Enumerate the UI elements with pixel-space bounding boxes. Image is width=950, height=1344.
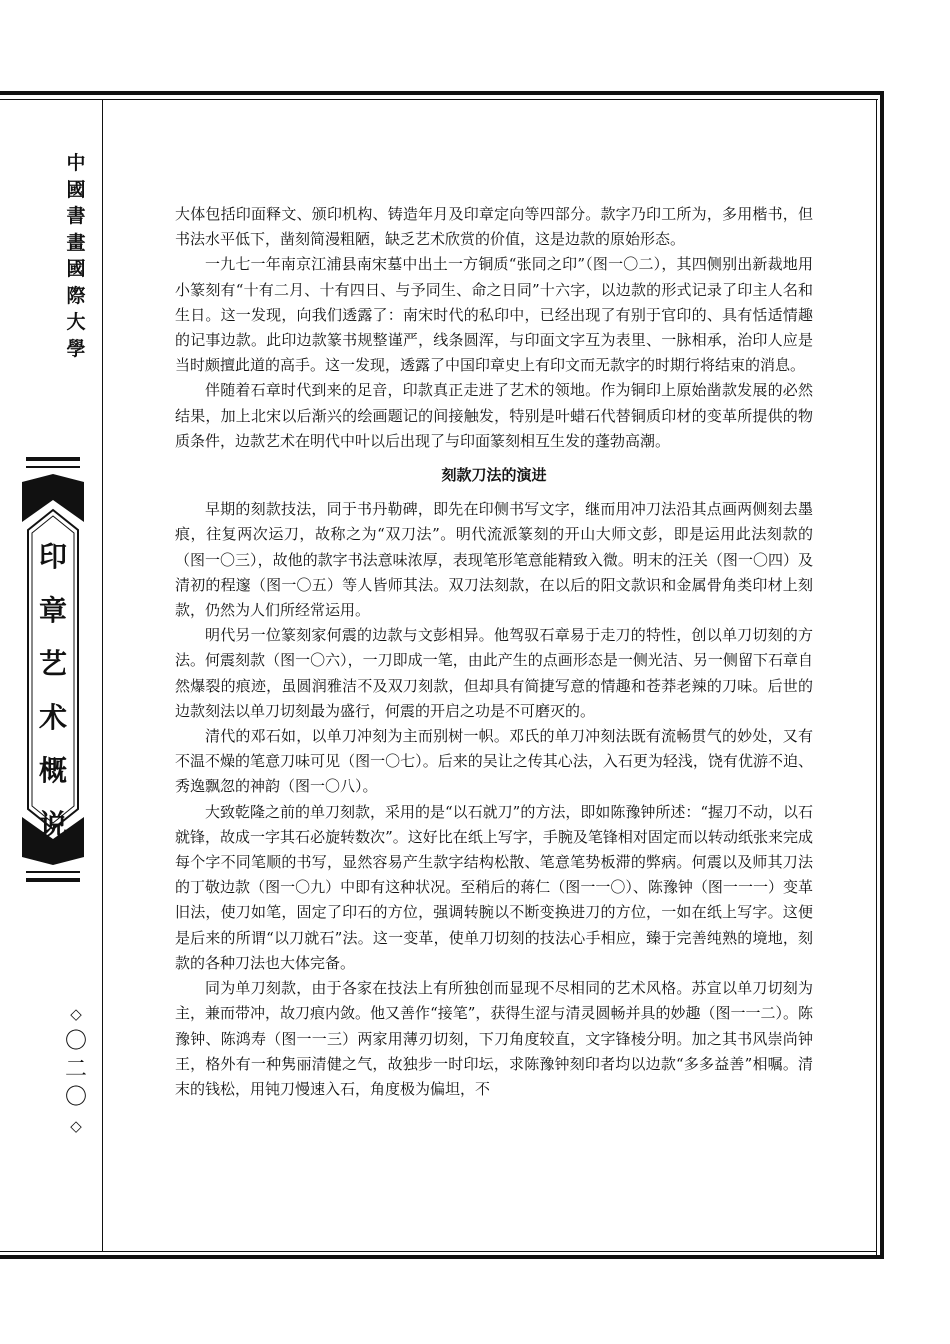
paragraph: 一九七一年南京江浦县南宋墓中出土一方铜质“张同之印”（图一〇二），其四侧别出新裁地用小篆刻有“十有二月、十有四日、与予同生、命之日同”十六字，以边款的形式记录了印主人名和生日。这一发现，向我们透露了：南宋时代的私印中，已经出现了有别于官印的、具有恬适情趣的记事边款。此印边款篆书规整谨严，线条圆浑，与印面文字互为表里、一脉相承，治印人应是当时颇擅此道的高手。这一发现，透露了中国印章史上有印文而无款字的时期行将结束的消息。 [175,255,813,375]
university-char: 際 [66,284,86,307]
university-char: 中 [66,152,86,174]
page-frame-bottom [0,1255,884,1259]
university-name [56,150,96,362]
university-char: 國 [66,178,86,201]
book-title-char: 印 [38,540,67,573]
university-char: 學 [66,337,86,360]
paragraph: 伴随着石章时代到来的足音，印款真正走进了艺术的领地。作为铜印上原始凿款发展的必然结果，加上北宋以后渐兴的绘画题记的间接触发，特别是叶蜡石代替铜质印材的变革所提供的物质条件，边款艺术在明代中叶以后出现了与印面篆刻相互生发的蓬勃高潮。 [175,381,813,450]
sidebar-divider [102,99,103,1251]
paragraph: 早期的刻款技法，同于书丹勒碑，即先在印侧书写文字，继而用冲刀法沿其点画两侧刻去墨痕，往复两次运刀，故称之为“双刀法”。明代流派篆刻的开山大师文彭，即是运用此法刻款的（图一〇三），故他的款字书法意味浓厚，表现笔形笔意能精致入微。明末的汪关（图一〇四）及清初的程邃（图一〇五）等人皆师其法。双刀法刻款，在以后的阳文款识和金属骨角类印材上刻款，仍然为人们所经常运用。 [175,500,813,620]
page-number-char: 二 [64,1057,87,1082]
book-title-char: 艺 [38,647,67,680]
page-number-char: 〇 [64,1029,87,1054]
book-title-char: 章 [38,593,67,627]
ornament-bar [26,871,80,873]
paragraph: 清代的邓石如，以单刀冲刻为主而别树一帜。邓氏的单刀冲刻法既有流畅贯气的妙处，又有不温不燥的笔意刀味可见（图一〇七）。后来的吴让之传其心法，入石更为轻浅，饶有优游不迫、秀逸飘忽的神韵（图一〇八）。 [175,727,813,796]
ornament-bar [26,878,80,882]
university-char: 畫 [66,231,86,254]
page-frame-right-inner [876,99,877,1255]
page-number-char: 〇 [64,1085,87,1110]
book-title-char: 术 [38,700,67,734]
book-title-char: 概 [38,754,67,787]
ornament-bar [26,457,80,461]
paragraph: 大体包括印面释文、颁印机构、铸造年月及印章定向等四部分。款字乃印工所为，多用楷书，但书法水平低下，凿刻简漫粗陋，缺乏艺术欣赏的价值，这是边款的原始形态。 [175,205,813,249]
university-char: 書 [66,205,86,227]
page-frame-right [880,91,884,1259]
page-number-char: ◇ [70,1117,82,1135]
page-frame-top [0,91,884,95]
university-char: 大 [66,311,86,333]
body-text [175,202,813,1102]
paragraph: 明代另一位篆刻家何震的边款与文彭相异。他驾驭石章易于走刀的特性，创以单刀切刻的方法。何震刻款（图一〇六），一刀即成一笔，由此产生的点画形态是一侧光洁、另一侧留下石章自然爆裂的痕迹，虽圆润雅洁不及双刀刻款，但却具有简捷写意的情趣和苍莽老辣的刀味。后世的边款刻法以单刀切刻最为盛行，何震的开启之功是不可磨灭的。 [175,626,813,720]
book-title [30,530,76,851]
book-title-char: 说 [38,807,67,841]
page-number [56,1000,96,1140]
paragraph: 同为单刀刻款，由于各家在技法上有所独创而显现不尽相同的艺术风格。苏宣以单刀切刻为主，兼而带冲，故刀痕内敛。他又善作“接笔”，获得生涩与清灵圆畅并具的妙趣（图一一二）。陈豫钟、陈鸿寿（图一一三）两家用薄刃切刻，下刀角度较直，文字锋棱分明。加之其书风崇尚钟王，格外有一种隽丽清健之气，故独步一时印坛，求陈豫钟刻印者均以边款“多多益善”相嘱。清末的钱松，用钝刀慢速入石，角度极为偏坦，不 [175,979,813,1098]
page-frame-top-inner [0,99,878,100]
section-heading: 刻款刀法的演进 [441,466,547,485]
paragraph: 大致乾隆之前的单刀刻款，采用的是“以石就刀”的方法，即如陈豫钟所述：“握刀不动，以石就锋，故成一字其石必旋转数次”。这好比在纸上写字，手腕及笔锋相对固定而以转动纸张来完成每个字不同笔顺的书写，显然容易产生款字结构松散、笔意笔势板滞的弊病。何震以及师其刀法的丁敬边款（图一〇九）中即有这种状况。至稍后的蒋仁（图一一〇）、陈豫钟（图一一一）变革旧法，使刀如笔，固定了印石的方位，强调转腕以不断变换进刀的方位，一如在纸上写字。这便是后来的所谓“以刀就石”法。这一变革，使单刀切刻的技法心手相应，臻于完善纯熟的境地，刻款的各种刀法也大体完备。 [175,802,814,972]
page-frame-bottom-inner [0,1251,877,1252]
ornament-bar [26,466,80,468]
university-char: 國 [66,258,86,280]
page-number-char: ◇ [70,1005,82,1023]
